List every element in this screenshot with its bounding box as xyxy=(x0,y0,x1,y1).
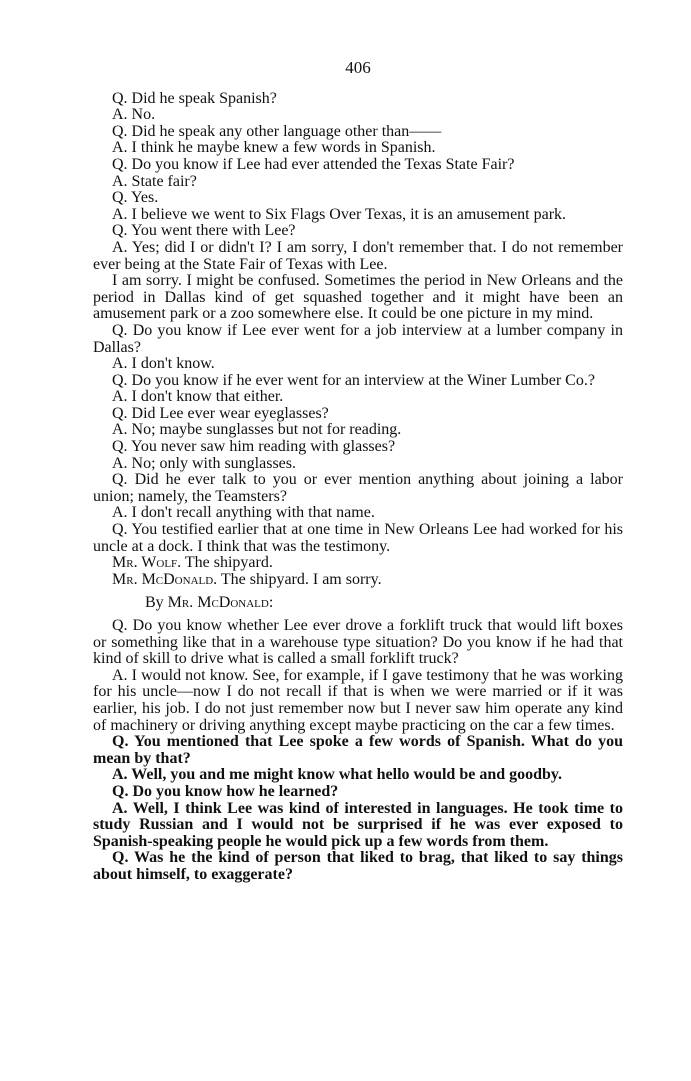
transcript-line: A. No; only with sunglasses. xyxy=(112,454,296,472)
speaker-line xyxy=(93,572,623,589)
transcript-line: Q. Did he ever talk to you or ever mention anything about joining a labor union; namely, the Teamsters? xyxy=(93,471,623,505)
transcript-line: Q. Did he speak any other language other than—— xyxy=(112,122,442,140)
byline-suffix: : xyxy=(268,594,274,612)
transcript-line: Q. Do you know if Lee had ever attended the Texas State Fair? xyxy=(112,155,515,173)
byline-speaker: Mr. McDonald xyxy=(167,594,269,612)
transcript-line: A. Yes; did I or didn't I? I am sorry, I don't remember that. I do not remember ever being at the State Fair of Texas with Lee. xyxy=(93,238,623,273)
transcript-line: Q. You mentioned that Lee spoke a few words of Spanish. What do you mean by that? xyxy=(93,733,623,767)
transcript-line: Q. You testified earlier that at one time in New Orleans Lee had worked for his uncle at a dock. I think that was the testimony. xyxy=(93,521,623,555)
speaker-text: The shipyard. I am sorry. xyxy=(217,570,382,588)
transcript-line: Q. Do you know if he ever went for an interview at the Winer Lumber Co.? xyxy=(112,371,595,389)
transcript-line: A. I believe we went to Six Flags Over Texas, it is an amusement park. xyxy=(112,205,567,223)
transcript-line: Q. Do you know whether Lee ever drove a forklift truck that would lift boxes or something like that in a warehouse type situation? Do you know if he had that kind of skill to drive what is called a small forklift truck? xyxy=(93,617,623,668)
transcript-line: A. Well, I think Lee was kind of interested in languages. He took time to study Russian and I would not be surprised if he was ever exposed to Spanish-speaking people he would pick up a few words from them. xyxy=(93,799,623,850)
transcript-line: Q. You went there with Lee? xyxy=(112,222,296,240)
transcript-line: A. I don't know. xyxy=(112,355,215,373)
transcript-line: A. I think he maybe knew a few words in Spanish. xyxy=(112,139,436,157)
examiner-byline xyxy=(93,595,623,612)
transcript-line: A. I would not know. See, for example, if I gave testimony that he was working for his uncle—now I do not recall if that is when we were married or if it was earlier, his job. I do not just remember now but I never saw him operate any kind of machinery or driving anything except maybe practicing on the car a few times. xyxy=(93,666,623,734)
speaker-name: Mr. Wolf. xyxy=(112,554,182,572)
transcript-line: A. I don't recall anything with that name. xyxy=(112,504,375,522)
transcript-line: Q. Did Lee ever wear eyeglasses? xyxy=(112,404,329,422)
speaker-text: The shipyard. xyxy=(181,554,273,572)
document-page xyxy=(93,60,623,884)
transcript-line: Q. Do you know if Lee ever went for a job interview at a lumber company in Dallas? xyxy=(93,321,623,356)
transcript-line: Q. Was he the kind of person that liked to brag, that liked to say things about himself, to exaggerate? xyxy=(93,849,623,883)
transcript-line: Q. Do you know how he learned? xyxy=(112,782,339,800)
transcript-line: I am sorry. I might be confused. Sometimes the period in New Orleans and the period in Dallas kind of get squashed together and it might have been an amusement park or a zoo somewhere else. It could be one picture in my mind. xyxy=(93,272,623,323)
transcript-line: A. I don't know that either. xyxy=(112,388,284,406)
page-number: 406 xyxy=(345,58,371,77)
transcript-line: A. No. xyxy=(112,106,156,124)
transcript-line: A. State fair? xyxy=(112,172,197,190)
speaker-name: Mr. McDonald. xyxy=(112,570,218,588)
transcript-line: A. No; maybe sunglasses but not for reading. xyxy=(112,421,402,439)
transcript-line: Q. You never saw him reading with glasses? xyxy=(112,438,396,456)
speaker-line xyxy=(93,555,623,572)
transcript-line: A. Well, you and me might know what hello would be and goodby. xyxy=(112,766,563,784)
transcript-line: Q. Did he speak Spanish? xyxy=(112,89,277,107)
transcript-line: Q. Yes. xyxy=(112,189,159,207)
byline-prefix: By xyxy=(145,594,168,612)
